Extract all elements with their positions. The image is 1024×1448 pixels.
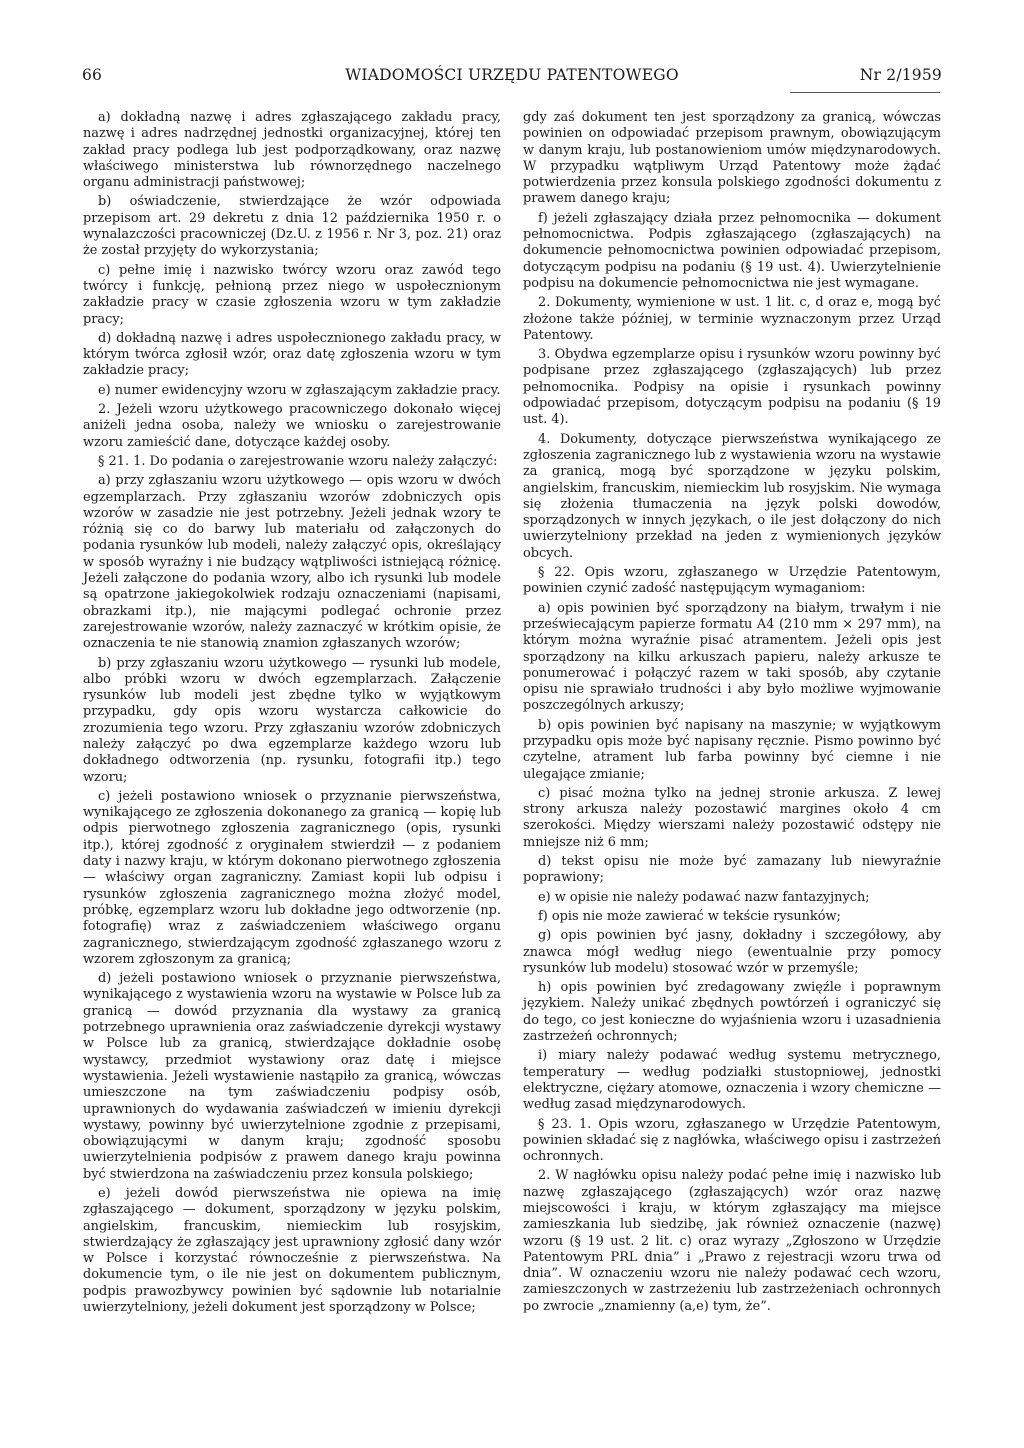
paragraph: 2. Jeżeli wzoru użytkowego pracowniczego dokonało więcej aniżeli jedna osoba, należy we wniosku o zarejestrowanie wzoru zamieścić dane, dotyczące każdej osoby.	[83, 402, 501, 450]
paragraph: e) jeżeli dowód pierwszeństwa nie opiewa na imię zgłaszającego — dokument, sporządzony w języku polskim, angielskim, francuskim, niemieckim lub rosyjskim, stwierdzający że zgłaszający jest uprawniony zgłosić dany wzór w Polsce i korzystać równocześnie z pierwszeństwa. Na dokumencie tym, o ile nie jest on dokumentem publicznym, podpis prawozbywcy powinien być sądownie lub notarialnie uwierzytelniony, jeżeli dokument jest sporządzony w Polsce;	[83, 1186, 501, 1316]
paragraph: a) opis powinien być sporządzony na białym, trwałym i nie przeświecającym papierze formatu A4 (210 mm × 297 mm), na którym można wyraźnie pisać atramentem. Jeżeli opis jest sporządzony na kilku arkuszach papieru, należy arkusze te ponumerować i połączyć razem w taki sposób, aby czytanie opisu nie sprawiało trudności i aby było możliwe wyjmowanie poszczególnych arkuszy;	[523, 600, 941, 714]
paragraph: § 22. Opis wzoru, zgłaszanego w Urzędzie Patentowym, powinien czynić zadość następującym wymaganiom:	[523, 565, 941, 597]
paragraph: § 21. 1. Do podania o zarejestrowanie wzoru należy załączyć:	[98, 453, 498, 469]
header-rule	[790, 92, 940, 93]
paragraph: 2. W nagłówku opisu należy podać pełne imię i nazwisko lub nazwę zgłaszającego (zgłaszających) wzór oraz nazwę miejscowości i kraju, w którym zgłaszający ma miejsce zamieszkania lub siedzibę, jak również oznaczenie (nazwę) wzoru (§ 19 ust. 2 lit. c) oraz wyrazy „Zgłoszono w Urzędzie Patentowym PRL dnia” i „Prawo z rejestracji wzoru trwa od dnia”. W oznaczeniu wzoru nie należy podawać cech wzoru, zamieszczonych w zastrzeżeniu lub zastrzeżeniach ochronnych po zwrocie „znamienny (a,e) tym, że”.	[523, 1168, 941, 1314]
paragraph: § 23. 1. Opis wzoru, zgłaszanego w Urzędzie Patentowym, powinien składać się z nagłówka, właściwego opisu i zastrzeżeń ochronnych.	[523, 1116, 942, 1165]
issue-number: Nr 2/1959	[859, 66, 942, 84]
paragraph: b) oświadczenie, stwierdzające że wzór odpowiada przepisom art. 29 dekretu z dnia 12 października 1950 r. o wynalazczości pracowniczej (Dz.U. z 1956 r. Nr 3, poz. 21) oraz że został przyjęty do wykorzystania;	[83, 194, 501, 259]
paragraph: d) dokładną nazwę i adres uspołecznionego zakładu pracy, w którym twórca zgłosił wzór, oraz datę zgłoszenia wzoru w tym zakładzie pracy;	[83, 330, 501, 379]
paragraph: 4. Dokumenty, dotyczące pierwszeństwa wynikającego ze zgłoszenia zagranicznego lub z wystawienia wzoru na wystawie za granicą, mogą być sporządzone w języku polskim, angielskim, francuskim, niemieckim lub rosyjskim. Nie wymaga się złożenia tłumaczenia na język polski dowodów, sporządzonych w innych językach, o ile jest dołączony do nich uwierzytelniony przekład na jeden z wymienionych języków obcych.	[523, 431, 941, 561]
paragraph: c) jeżeli postawiono wniosek o przyznanie pierwszeństwa, wynikającego ze zgłoszenia dokonanego za granicą — kopię lub odpis pierwotnego zgłoszenia zagranicznego (opis, rysunki itp.), której zgodność z oryginałem stwierdził — z podaniem daty i nazwy kraju, w którym dokonano pierwotnego zgłoszenia — właściwy organ zagraniczny. Zamiast kopii lub odpisu i rysunków zgłoszenia zagranicznego można złożyć model, próbkę, egzemplarz wzoru lub dokładne jego odtworzenie (np. fotografię) wraz z zaświadczeniem właściwego organu zagranicznego, stwierdzającym zgodność zgłaszanego wzoru z wzorem zgłoszonym za granicą;	[83, 788, 501, 967]
paragraph: 2. Dokumenty, wymienione w ust. 1 lit. c, d oraz e, mogą być złożone także później, w terminie wyznaczonym przez Urząd Patentowy.	[523, 295, 941, 343]
paragraph: f) jeżeli zgłaszający działa przez pełnomocnika — dokument pełnomocnictwa. Podpis zgłaszającego (zgłaszających) na dokumencie pełnomocnictwa powinien odpowiadać przepisom, dotyczącym podpisu na podaniu (§ 19 ust. 4). Uwierzytelnienie podpisu na dokumencie pełnomocnictwa nie jest wymagane.	[523, 210, 941, 291]
page-number: 66	[82, 66, 103, 84]
paragraph: e) w opisie nie należy podawać nazw fantazyjnych;	[538, 889, 870, 905]
paragraph: b) opis powinien być napisany na maszynie; w wyjątkowym przypadku opis może być napisany ręcznie. Pismo powinno być czytelne, atrament lub farba powinny być ciemne i nie ulegające zmianie;	[523, 717, 941, 782]
left-column	[83, 110, 501, 1319]
paragraph: 3. Obydwa egzemplarze opisu i rysunków wzoru powinny być podpisane przez zgłaszającego (zgłaszających) lub przez pełnomocnika. Podpisy na opisie i rysunkach powinny odpowiadać przepisom, dotyczącym podpisu na podaniu (§ 19 ust. 4).	[523, 347, 941, 428]
paragraph: e) numer ewidencyjny wzoru w zgłaszającym zakładzie pracy.	[98, 382, 501, 398]
paragraph: c) pełne imię i nazwisko twórcy wzoru oraz zawód tego twórcy i funkcję, pełnioną przez niego w uspołecznionym zakładzie pracy w czasie zgłoszenia wzoru w tym zakładzie pracy;	[83, 262, 501, 327]
paragraph: c) pisać można tylko na jednej stronie arkusza. Z lewej strony arkusza należy pozostawić margines około 4 cm szerokości. Między wierszami należy pozostawić odstępy nie mniejsze niż 6 mm;	[523, 785, 941, 850]
right-column	[523, 110, 941, 1318]
paragraph: g) opis powinien być jasny, dokładny i szczegółowy, aby znawca mógł według niego (ewentualnie przy pomocy rysunków lub modelu) stosować wzór w przemyśle;	[523, 928, 941, 976]
paragraph: a) przy zgłaszaniu wzoru użytkowego — opis wzoru w dwóch egzemplarzach. Przy zgłaszaniu wzorów zdobniczych opis wzorów w zasadzie nie jest potrzebny. Jeżeli jednak wzory te różnią się co do barwy lub materiału od załączonych do podania rysunków lub modeli, należy załączyć opis, określający w sposób wyraźny i nie budzący wątpliwości istniejącą różnicę. Jeżeli załączone do podania wzory, albo ich rysunki lub modele są opatrzone jakiegokolwiek rodzaju oznaczeniami (napisami, obrazkami itp.), nie mającymi podlegać ochronie przez zarejestrowanie wzorów, należy zaznaczyć w krótkim opisie, że oznaczenia te nie stanowią znamion zgłaszanych wzorów;	[83, 473, 501, 652]
paragraph: a) dokładną nazwę i adres zgłaszającego zakładu pracy, nazwę i adres nadrzędnej jednostki organizacyjnej, której ten zakład pracy podlega lub jest podporządkowany, oraz nazwę właściwego ministerstwa lub równorzędnego naczelnego organu administracji państwowej;	[83, 110, 501, 191]
paragraph: f) opis nie może zawierać w tekście rysunków;	[538, 908, 841, 924]
paragraph: b) przy zgłaszaniu wzoru użytkowego — rysunki lub modele, albo próbki wzoru w dwóch egzemplarzach. Załączenie rysunków lub modeli jest zbędne tylko w wyjątkowym przypadku, gdy opis wzoru wystarcza całkowicie do zrozumienia tego wzoru. Przy zgłaszaniu wzorów zdobniczych należy załączyć po dwa egzemplarze każdego wzoru lub dokładnego odtworzenia (np. rysunku, fotografii itp.) tego wzoru;	[83, 655, 501, 785]
paragraph: i) miary należy podawać według systemu metrycznego, temperatury — według podziałki stustopniowej, jednostki elektryczne, ciężary atomowe, oznaczenia i wzory chemiczne — według zasad międzynarodowych.	[523, 1048, 941, 1113]
paragraph: h) opis powinien być zredagowany zwięźle i poprawnym językiem. Należy unikać zbędnych powtórzeń i ograniczyć się do tego, co jest konieczne do wyjaśnienia wzoru i uzasadnienia zastrzeżeń ochronnych;	[523, 980, 941, 1045]
paragraph: d) jeżeli postawiono wniosek o przyznanie pierwszeństwa, wynikającego z wystawienia wzoru na wystawie w Polsce lub za granicą — dowód przyznania dla wystawy za granicą potrzebnego uprawnienia oraz zaświadczenie dyrekcji wystawy w Polsce lub za granicą, stwierdzające dokładnie osobę wystawcy, przedmiot wystawiony oraz datę i miejsce wystawienia. Jeżeli wystawienie nastąpiło za granicą, wówczas umieszczone na tym zaświadczeniu podpisy osób, uprawnionych do wydawania zaświadczeń w imieniu dyrekcji wystawy, powinny być uwierzytelnione zgodnie z przepisami, obowiązującymi w danym kraju; zgodność sposobu uwierzytelnienia podpisów z prawem danego kraju powinna być stwierdzona na zaświadczeniu przez konsula polskiego;	[83, 971, 501, 1182]
journal-title: WIADOMOŚCI URZĘDU PATENTOWEGO	[345, 66, 679, 84]
paragraph: d) tekst opisu nie może być zamazany lub niewyraźnie poprawiony;	[523, 854, 941, 886]
page-header	[82, 66, 942, 88]
paragraph: gdy zaś dokument ten jest sporządzony za granicą, wówczas powinien on odpowiadać przepisom prawnym, obowiązującym w danym kraju, lub postanowieniom umów międzynarodowych. W przypadku wątpliwym Urząd Patentowy może żądać potwierdzenia przez konsula polskiego zgodności dokumentu z prawem danego kraju;	[523, 110, 941, 207]
